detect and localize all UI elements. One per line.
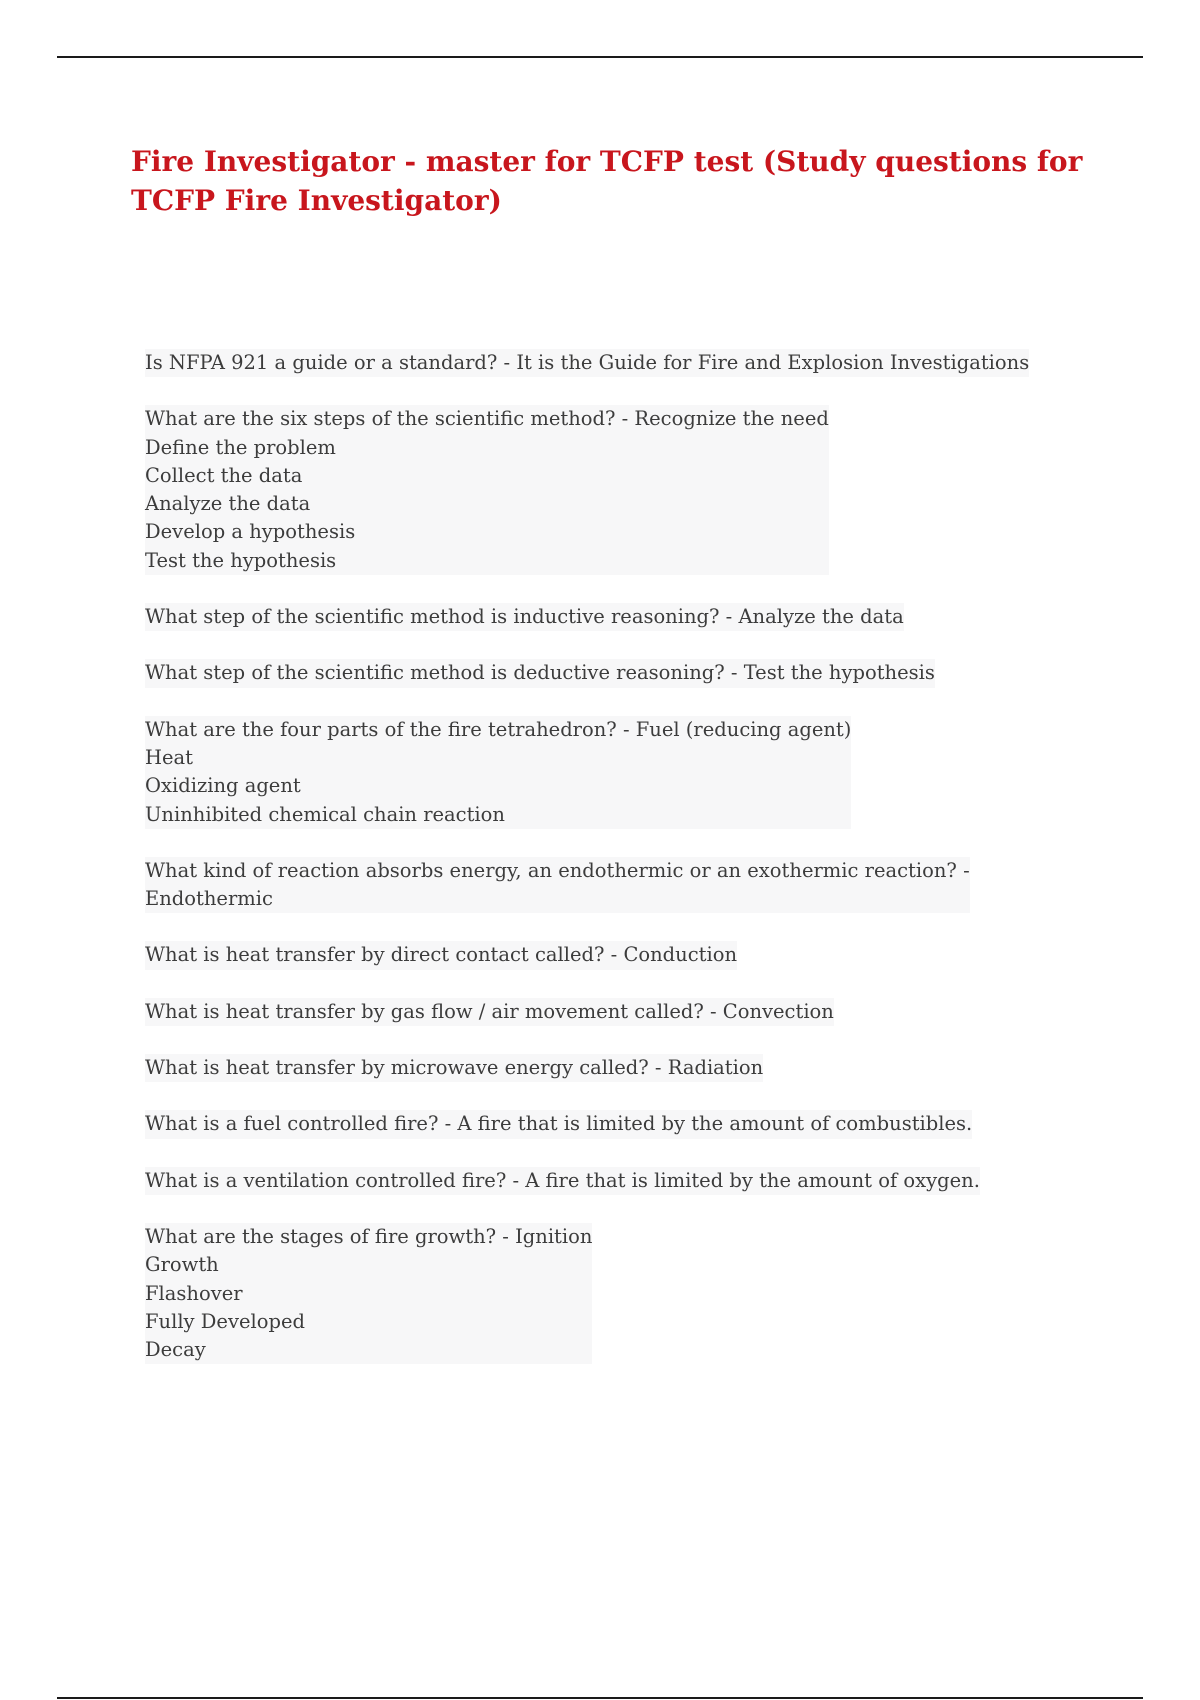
- qa-text: [145, 857, 970, 914]
- question-answer-line: What are the four parts of the fire tetrahedron? - Fuel (reducing agent): [145, 717, 852, 741]
- answer-continuation-line: Test the hypothesis: [145, 548, 337, 572]
- qa-text: [145, 603, 904, 631]
- qa-text: [145, 998, 834, 1026]
- answer-continuation-line: Analyze the data: [145, 492, 311, 516]
- qa-text: [145, 716, 851, 829]
- answer-continuation-line: Define the problem: [145, 435, 336, 459]
- qa-item: [145, 941, 1105, 969]
- question-answer-line: What is heat transfer by microwave energy called? - Radiation: [145, 1056, 764, 1080]
- qa-text: [145, 1223, 592, 1364]
- question-answer-line: What step of the scientific method is deductive reasoning? - Test the hypothesis: [145, 661, 935, 685]
- answer-continuation-line: Flashover: [145, 1281, 243, 1305]
- bottom-rule: [57, 1697, 1143, 1699]
- qa-item: [145, 857, 1105, 914]
- qa-text: [145, 349, 1029, 377]
- answer-continuation-line: Uninhibited chemical chain reaction: [145, 802, 505, 826]
- answer-continuation-line: Heat: [145, 745, 194, 769]
- qa-item: [145, 405, 1105, 575]
- qa-item: [145, 998, 1105, 1026]
- answer-continuation-line: Collect the data: [145, 463, 303, 487]
- answer-continuation-line: Decay: [145, 1338, 206, 1362]
- answer-continuation-line: Growth: [145, 1253, 219, 1277]
- qa-text: [145, 405, 829, 575]
- qa-item: [145, 349, 1105, 377]
- qa-item: [145, 1110, 1105, 1138]
- answer-continuation-line: Endothermic: [145, 887, 273, 911]
- qa-item: [145, 1223, 1105, 1364]
- question-answer-line: What kind of reaction absorbs energy, an endothermic or an exothermic reaction? -: [145, 858, 970, 882]
- answer-continuation-line: Develop a hypothesis: [145, 520, 356, 544]
- answer-continuation-line: Oxidizing agent: [145, 774, 301, 798]
- question-answer-line: What is heat transfer by direct contact called? - Conduction: [145, 943, 737, 967]
- qa-item: [145, 659, 1105, 687]
- question-answer-line: What is heat transfer by gas flow / air movement called? - Convection: [145, 999, 834, 1023]
- qa-text: [145, 1110, 972, 1138]
- qa-item: [145, 716, 1105, 829]
- document-title: Fire Investigator - master for TCFP test (Study questions for TCFP Fire Investigator): [131, 145, 1083, 217]
- question-answer-line: What step of the scientific method is inductive reasoning? - Analyze the data: [145, 605, 904, 629]
- qa-text: [145, 1167, 980, 1195]
- qa-text: [145, 1054, 763, 1082]
- top-rule: [57, 56, 1143, 58]
- answer-continuation-line: Fully Developed: [145, 1309, 305, 1333]
- question-answer-line: Is NFPA 921 a guide or a standard? - It is the Guide for Fire and Explosion Investigations: [145, 351, 1030, 374]
- question-answer-line: What is a fuel controlled fire? - A fire that is limited by the amount of combustibles.: [145, 1112, 973, 1136]
- qa-item: [145, 603, 1105, 631]
- qa-item: [145, 1167, 1105, 1195]
- question-answer-line: What is a ventilation controlled fire? - A fire that is limited by the amount of oxygen.: [145, 1168, 980, 1192]
- qa-text: [145, 659, 935, 687]
- question-answer-line: What are the six steps of the scientific method? - Recognize the need: [145, 407, 829, 431]
- question-answer-line: What are the stages of fire growth? - Ignition: [145, 1224, 593, 1248]
- qa-list: [145, 349, 1105, 1392]
- qa-text: [145, 941, 737, 969]
- qa-item: [145, 1054, 1105, 1082]
